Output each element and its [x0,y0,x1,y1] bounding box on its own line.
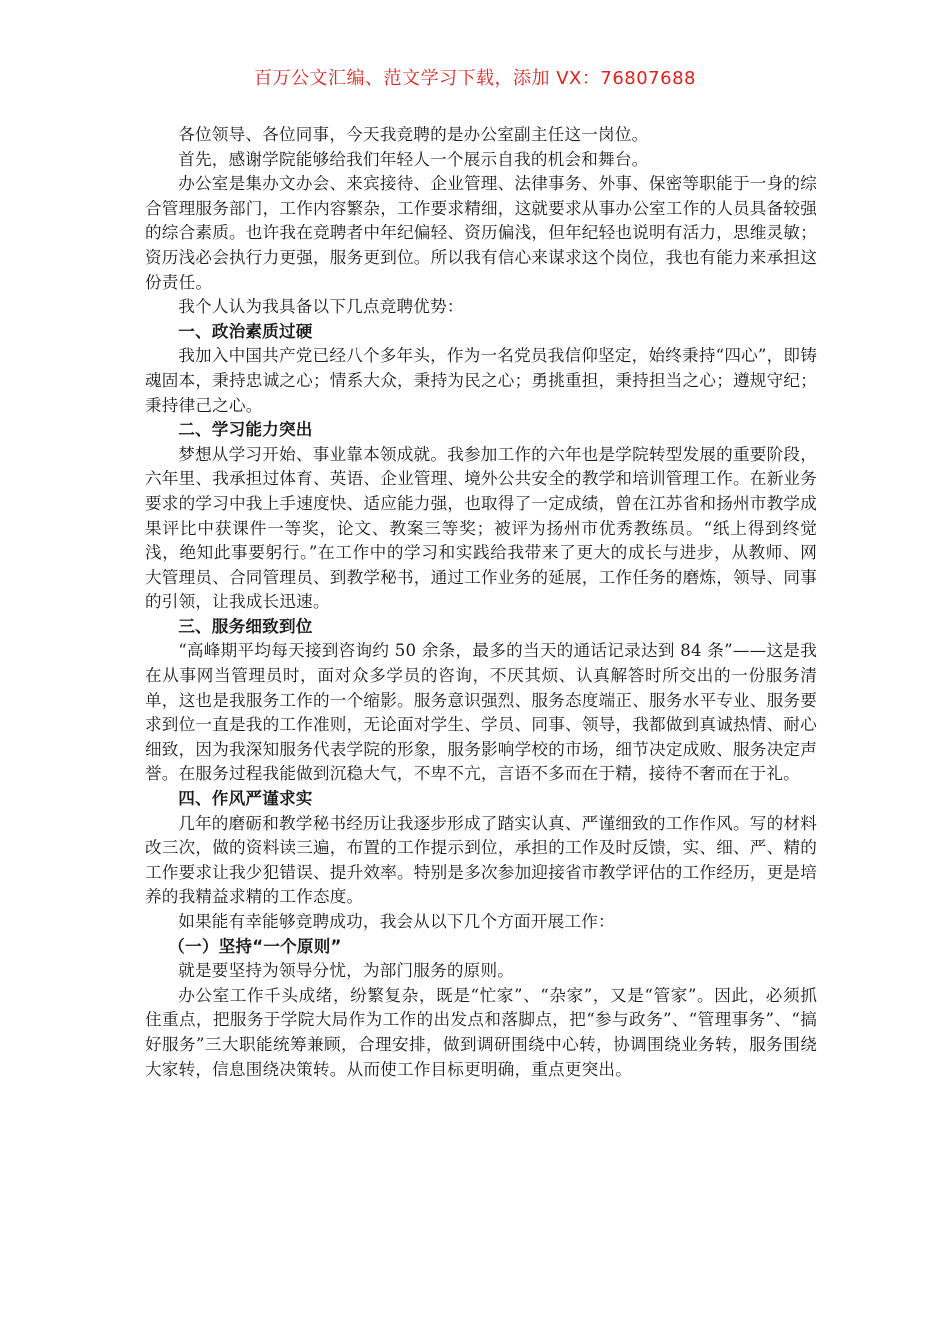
paragraph: 办公室是集办文办会、来宾接待、企业管理、法律事务、外事、保密等职能于一身的综合管理服务部门，工作内容繁杂，工作要求精细，这就要求从事办公室工作的人员具备较强的综合素质。也许我在竞聘者中年纪偏轻、资历偏浅，但年纪轻也说明有活力，思维灵敏；资历浅必会执行力更强，服务更到位。所以我有信心来谋求这个岗位，我也有能力来承担这份责任。 [145,174,817,292]
paragraph: 几年的磨砺和教学秘书经历让我逐步形成了踏实认真、严谨细致的工作作风。写的材料改三次，做的资料读三遍，布置的工作提示到位，承担的工作及时反馈，实、细、严、精的工作要求让我少犯错误、提升效率。特别是多次参加迎接省市教学评估的工作经历，更是培养的我精益求精的工作态度。 [145,813,817,907]
section-heading: 一、政治素质过硬 [178,321,313,341]
paragraph: 梦想从学习开始、事业靠本领成就。我参加工作的六年也是学院转型发展的重要阶段，六年里、我承担过体育、英语、企业管理、境外公共安全的教学和培训管理工作。在新业务要求的学习中我上手速度快、适应能力强，也取得了一定成绩，曾在江苏省和扬州市教学成果评比中获课件一等奖，论文、教案三等奖；被评为扬州市优秀教练员。“纸上得到终觉浅，绝知此事要躬行。”在工作中的学习和实践给我带来了更大的成长与进步，从教师、网大管理员、合同管理员、到教学秘书，通过工作业务的延展，工作任务的磨炼，领导、同事的引领，让我成长迅速。 [145,444,817,612]
paragraph: 如果能有幸能够竞聘成功，我会从以下几个方面开展工作： [178,912,615,931]
section-heading: 三、服务细致到位 [178,616,313,636]
subsection-heading: （一）坚持“一个原则” [168,936,342,956]
paragraph: 办公室工作千头成绪，纷繁复杂，既是“忙家”、“杂家”，又是“管家”。因此，必须抓住重点，把服务于学院大局作为工作的出发点和落脚点，把“参与政务”、“管理事务”、“搞好服务”三大职能统筹兼顾，合理安排，做到调研围绕中心转，协调围绕业务转，服务围绕大家转，信息围绕决策转。从而使工作目标更明确，重点更突出。 [145,985,817,1079]
paragraph: 就是要坚持为领导分忧，为部门服务的原则。 [178,961,515,981]
section-heading: 四、作风严谨求实 [178,789,313,809]
paragraph: 我加入中国共产党已经八个多年头，作为一名党员我信仰坚定，始终秉持“四心”，即铸魂固本，秉持忠诚之心；情系大众，秉持为民之心；勇挑重担，秉持担当之心；遵规守纪；秉持律己之心。 [145,346,817,415]
paragraph: 首先，感谢学院能够给我们年轻人一个展示自我的机会和舞台。 [178,149,649,169]
section-heading: 二、学习能力突出 [178,420,313,440]
document-body [145,123,817,1082]
paragraph: 各位领导、各位同事，今天我竞聘的是办公室副主任这一岗位。 [178,125,649,144]
paragraph: “高峰期平均每天接到咨询约 50 余条，最多的当天的通话记录达到 84 条”——这是我在从事网当管理员时，面对众多学员的咨询，不厌其烦、认真解答时所交出的一份服务清单，这也是我服务工作的一个缩影。服务意识强烈、服务态度端正、服务水平专业、服务要求到位一直是我的工作准则，无论面对学生、学员、同事、领导，我都做到真诚热情、耐心细致，因为我深知服务代表学院的形象，服务影响学校的市场，细节决定成败、服务决定声誉。在服务过程我能做到沉稳大气，不卑不亢，言语不多而在于精，接待不奢而在于礼。 [145,641,817,784]
paragraph: 我个人认为我具备以下几点竞聘优势： [178,297,464,317]
header-banner: 百万公文汇编、范文学习下载，添加 VX：76807688 [254,68,696,89]
